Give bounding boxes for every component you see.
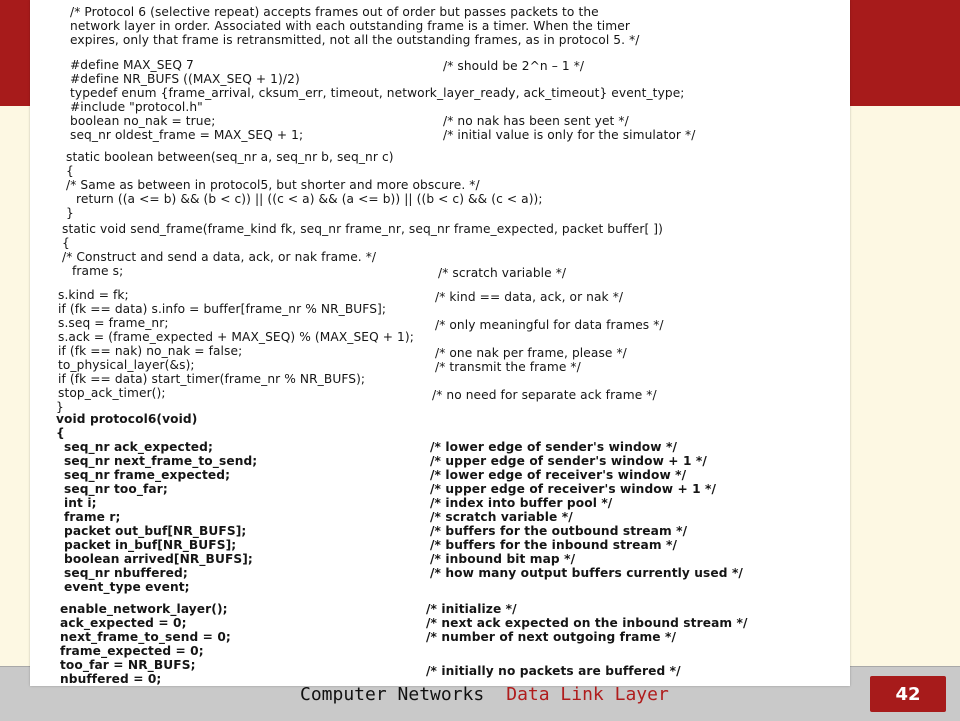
topic-title: Data Link Layer [506,684,669,705]
code-line: return ((a <= b) && (b < c)) || ((c < a) && (a <= b)) || ((b < c) && (c < a)); [76,192,543,206]
code-line: packet in_buf[NR_BUFS]; [64,538,237,552]
code-comment: /* how many output buffers currently used */ [430,566,743,580]
code-line: s.ack = (frame_expected + MAX_SEQ) % (MAX_SEQ + 1); [58,330,414,344]
code-comment: /* buffers for the outbound stream */ [430,524,688,538]
code-line: enable_network_layer(); [60,602,228,616]
code-comment: /* kind == data, ack, or nak */ [435,290,624,304]
code-line: { [66,164,74,178]
code-comment: /* buffers for the inbound stream */ [430,538,678,552]
code-comment: /* one nak per frame, please */ [435,346,627,360]
code-line: { [62,236,70,250]
code-line: void protocol6(void) [56,412,198,426]
code-comment: /* index into buffer pool */ [430,496,613,510]
code-line: if (fk == data) s.info = buffer[frame_nr % NR_BUFS]; [58,302,387,316]
code-line: network layer in order. Associated with each outstanding frame is a timer. When the timer [70,19,630,33]
code-line: to_physical_layer(&s); [58,358,195,372]
code-line: ack_expected = 0; [60,616,187,630]
code-line: seq_nr oldest_frame = MAX_SEQ + 1; [70,128,304,142]
code-line: boolean no_nak = true; [70,114,216,128]
code-line: /* Construct and send a data, ack, or nak frame. */ [62,250,377,264]
code-line: #define MAX_SEQ 7 [70,58,194,72]
code-comment: /* initial value is only for the simulator */ [443,128,696,142]
footer-caption [300,684,669,705]
code-comment: /* inbound bit map */ [430,552,576,566]
code-line: /* Same as between in protocol5, but shorter and more obscure. */ [66,178,480,192]
code-line: if (fk == data) start_timer(frame_nr % NR_BUFS); [58,372,366,386]
code-line: too_far = NR_BUFS; [60,658,196,672]
code-line: expires, only that frame is retransmitted, not all the outstanding frames, as in protocol 5. */ [70,33,640,47]
code-line: stop_ack_timer(); [58,386,166,400]
code-line: /* Protocol 6 (selective repeat) accepts frames out of order but passes packets to the [70,5,599,19]
code-line: seq_nr next_frame_to_send; [64,454,258,468]
code-line: frame r; [64,510,121,524]
code-line: seq_nr too_far; [64,482,168,496]
code-comment: /* lower edge of receiver's window */ [430,468,687,482]
code-comment: /* scratch variable */ [438,266,567,280]
code-comment: /* no nak has been sent yet */ [443,114,629,128]
code-line: nbuffered = 0; [60,672,162,686]
page-number: 42 [895,683,921,705]
code-line: frame_expected = 0; [60,644,204,658]
code-line: seq_nr nbuffered; [64,566,188,580]
code-comment: /* initially no packets are buffered */ [426,664,681,678]
code-comment: /* upper edge of sender's window + 1 */ [430,454,707,468]
code-comment: /* next ack expected on the inbound stream */ [426,616,748,630]
code-comment: /* no need for separate ack frame */ [432,388,657,402]
code-line: s.seq = frame_nr; [58,316,169,330]
code-comment: /* scratch variable */ [430,510,573,524]
code-line: seq_nr frame_expected; [64,468,231,482]
code-comment: /* number of next outgoing frame */ [426,630,677,644]
code-line: if (fk == nak) no_nak = false; [58,344,243,358]
code-line: } [66,206,74,220]
code-comment: /* lower edge of sender's window */ [430,440,677,454]
code-line: next_frame_to_send = 0; [60,630,231,644]
code-line: event_type event; [64,580,190,594]
code-line: boolean arrived[NR_BUFS]; [64,552,253,566]
code-line: { [56,426,65,440]
code-line: #include "protocol.h" [70,100,203,114]
code-line: } [56,400,64,414]
code-comment: /* initialize */ [426,602,517,616]
code-line: frame s; [72,264,124,278]
code-line: int i; [64,496,97,510]
code-comment: /* only meaningful for data frames */ [435,318,664,332]
code-scan-image [30,0,850,686]
code-comment: /* should be 2^n – 1 */ [443,59,585,73]
code-line: s.kind = fk; [58,288,129,302]
code-line: #define NR_BUFS ((MAX_SEQ + 1)/2) [70,72,300,86]
code-line: seq_nr ack_expected; [64,440,213,454]
page-number-badge [870,676,946,712]
code-line: packet out_buf[NR_BUFS]; [64,524,247,538]
code-line: static void send_frame(frame_kind fk, seq_nr frame_nr, seq_nr frame_expected, packet buffer[ ]) [62,222,663,236]
code-line: static boolean between(seq_nr a, seq_nr b, seq_nr c) [66,150,394,164]
code-line: typedef enum {frame_arrival, cksum_err, timeout, network_layer_ready, ack_timeout} event_type; [70,86,685,100]
code-comment: /* transmit the frame */ [435,360,581,374]
course-title: Computer Networks [300,684,485,705]
code-comment: /* upper edge of receiver's window + 1 */ [430,482,717,496]
